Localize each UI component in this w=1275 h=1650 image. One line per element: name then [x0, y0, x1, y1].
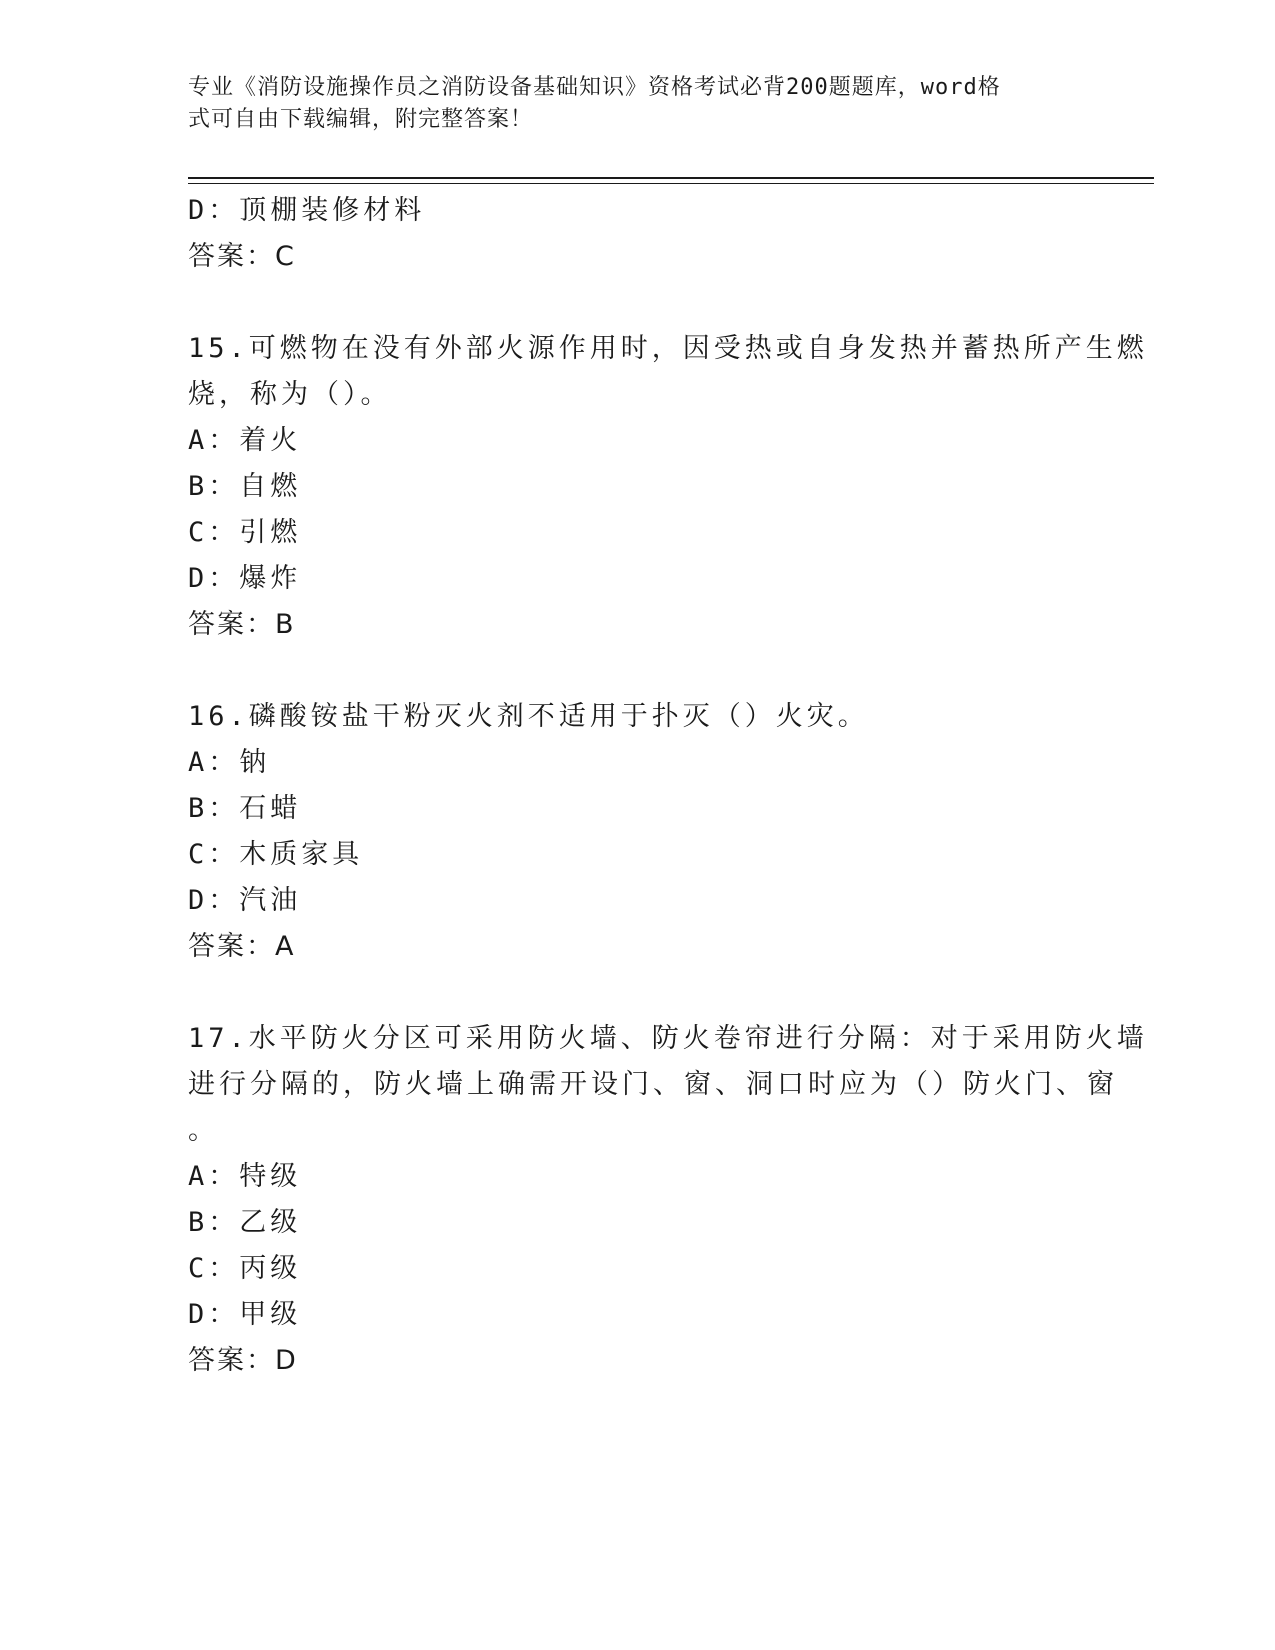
option-d: D：甲级	[188, 1299, 302, 1330]
option-d: D：爆炸	[188, 563, 302, 594]
answer-line: 答案：A	[188, 931, 296, 962]
option-a: A：钠	[188, 747, 271, 778]
question-text-line: 16.磷酸铵盐干粉灭火剂不适用于扑灭（）火灾。	[188, 701, 869, 732]
header-divider-thick	[188, 177, 1154, 179]
question-text-line: 15.可燃物在没有外部火源作用时，因受热或自身发热并蓄热所产生燃	[188, 333, 1148, 364]
option-b: B：自燃	[188, 471, 302, 502]
option-c: C：引燃	[188, 517, 302, 548]
option-c: C：丙级	[188, 1253, 302, 1284]
question-17	[188, 1016, 1148, 1384]
question-15	[188, 326, 1148, 648]
option-d: D：顶棚装修材料	[188, 195, 426, 226]
spacer	[188, 648, 1088, 694]
question-text-line: 烧，称为（）。	[188, 379, 392, 410]
header-divider-thin	[188, 183, 1154, 184]
question-16	[188, 694, 1088, 970]
option-a: A：着火	[188, 425, 302, 456]
spacer	[188, 970, 1088, 1016]
answer-line: 答案：D	[188, 1345, 298, 1376]
question-text-line: 。	[188, 1115, 219, 1146]
option-b: B：乙级	[188, 1207, 302, 1238]
answer-line: 答案：C	[188, 241, 296, 272]
header-line-1: 专业《消防设施操作员之消防设备基础知识》资格考试必背200题题库，word格	[188, 75, 1001, 100]
question-text-line: 进行分隔的，防火墙上确需开设门、窗、洞口时应为（）防火门、窗	[188, 1069, 1118, 1100]
question-text-line: 17.水平防火分区可采用防火墙、防火卷帘进行分隔：对于采用防火墙	[188, 1023, 1148, 1054]
document-header	[188, 72, 1068, 136]
header-line-2: 式可自由下载编辑，附完整答案！	[188, 107, 534, 132]
option-c: C：木质家具	[188, 839, 364, 870]
option-b: B：石蜡	[188, 793, 302, 824]
option-a: A：特级	[188, 1161, 302, 1192]
answer-line: 答案：B	[188, 609, 296, 640]
question-content	[188, 188, 1148, 1384]
option-d: D：汽油	[188, 885, 302, 916]
spacer	[188, 280, 1088, 326]
